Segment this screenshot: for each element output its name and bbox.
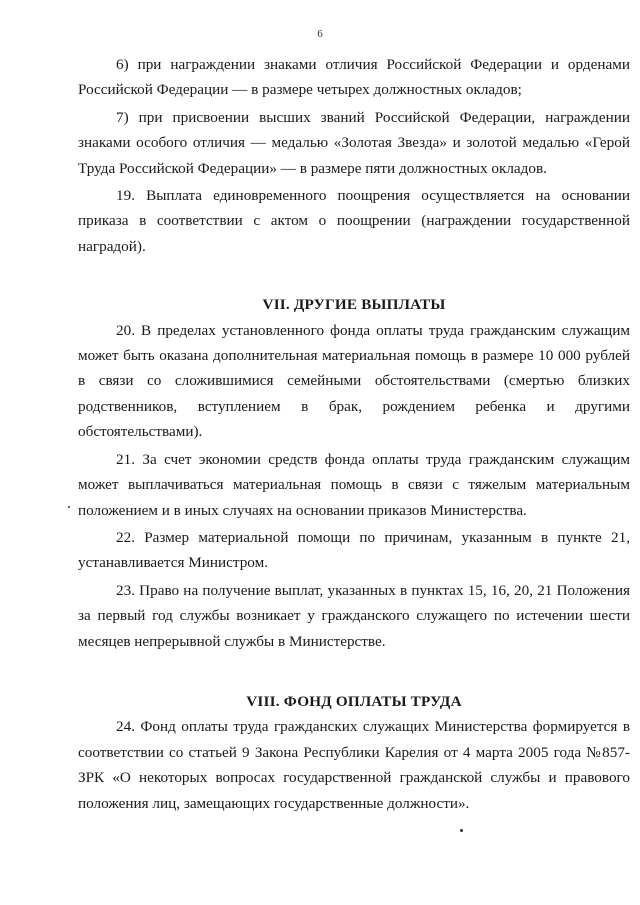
scan-speck xyxy=(460,829,463,832)
paragraph-item-7: 7) при присвоении высших званий Российской Федерации, награждении знаками особого отличия — медалью «Золотая Звезда» и золотой медалью «Герой Труда Российской Федерации» — в размере пяти должностных окладов. xyxy=(78,108,630,177)
paragraph-21: 21. За счет экономии средств фонда оплаты труда гражданским служащим может выплачиваться материальная помощь в связи с тяжелым материальным положением и в иных случаях на основании приказов Министерства. xyxy=(78,450,630,519)
section-heading-payroll-fund: VIII. ФОНД ОПЛАТЫ ТРУДА xyxy=(246,692,462,710)
paragraph-19: 19. Выплата единовременного поощрения осуществляется на основании приказа в соответствии с актом о поощрении (награждении государственной наградой). xyxy=(78,187,630,255)
document-body xyxy=(78,52,630,816)
section-heading-other-payments: VII. ДРУГИЕ ВЫПЛАТЫ xyxy=(262,296,446,314)
scan-speck xyxy=(68,506,70,508)
page-number: 6 xyxy=(317,28,323,40)
paragraph-22: 22. Размер материальной помощи по причинам, указанным в пункте 21, устанавливается Министром. xyxy=(78,528,630,572)
paragraph-item-6: 6) при награждении знаками отличия Российской Федерации и орденами Российской Федерации — в размере четырех должностных окладов; xyxy=(78,56,630,99)
paragraph-23: 23. Право на получение выплат, указанных в пунктах 15, 16, 20, 21 Положения за первый год службы возникает у гражданского служащего по истечении шести месяцев непрерывной службы в Министерстве. xyxy=(78,581,630,650)
paragraph-24: 24. Фонд оплаты труда гражданских служащих Министерства формируется в соответствии со статьей 9 Закона Республики Карелия от 4 марта 2005 года №857-ЗРК «О некоторых вопросах государственной гражданской службы и правового положения лиц, замещающих государственные должности». xyxy=(78,718,630,812)
paragraph-20: 20. В пределах установленного фонда оплаты труда гражданским служащим может быть оказана дополнительная материальная помощь в размере 10 000 рублей в связи со сложившимися семейными обстоятельствами (смертью близких родственников, вступлением в брак, рождением ребенка и другими обстоятельствами). xyxy=(78,321,630,441)
